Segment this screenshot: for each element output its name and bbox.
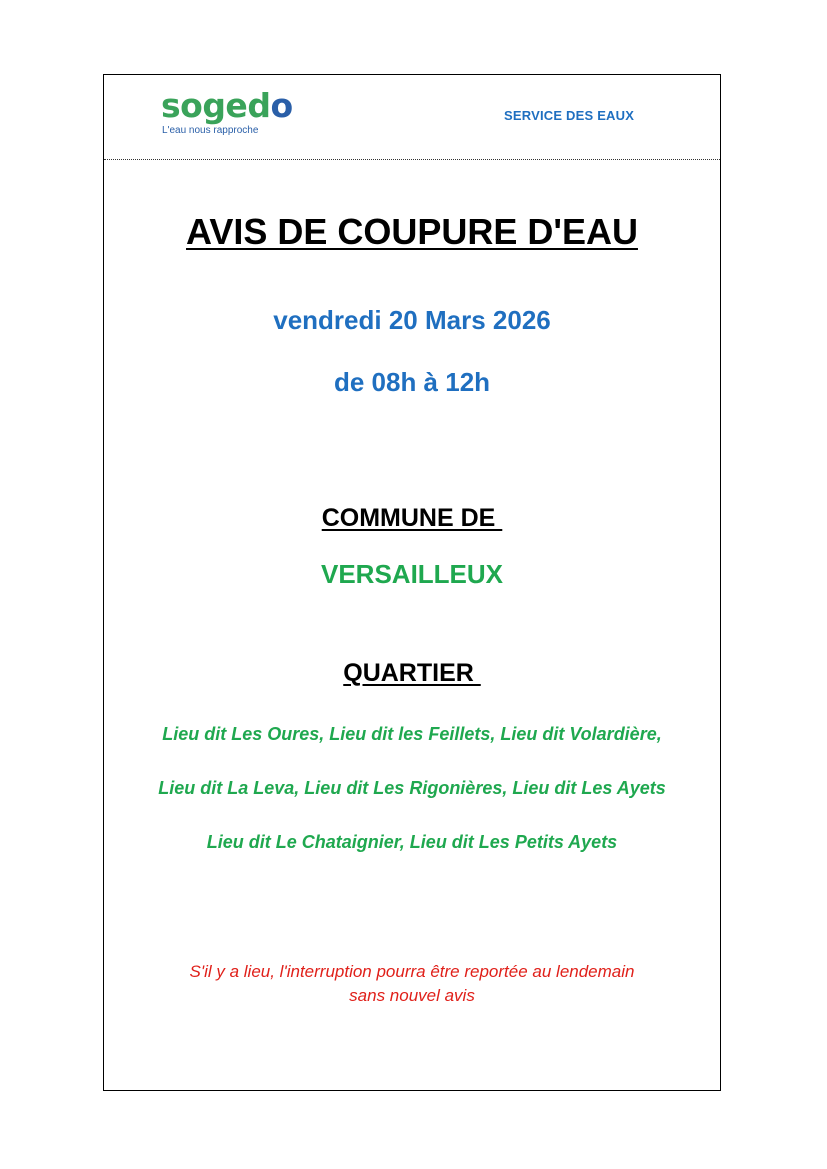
postponement-note: sans nouvel avis — [349, 986, 475, 1005]
logo-wordmark: sogedo — [161, 86, 293, 125]
postponement-note: S'il y a lieu, l'interruption pourra être reportée au lendemain — [189, 962, 635, 981]
notice-frame — [103, 74, 721, 1091]
cut-hours: de 08h à 12h — [333, 367, 491, 397]
commune-heading-text: COMMUNE DE — [321, 504, 503, 532]
commune-heading — [104, 504, 720, 533]
header-divider — [104, 159, 720, 160]
location-line: Lieu dit Le Chataignier, Lieu dit Les Petits Ayets — [206, 832, 618, 852]
quartier-heading-text: QUARTIER — [343, 659, 481, 687]
location-line: Lieu dit Les Oures, Lieu dit les Feillets, Lieu dit Volardière, — [162, 724, 662, 744]
quartier-heading — [104, 659, 720, 688]
logo-tagline: L'eau nous rapproche — [162, 125, 259, 136]
commune-name: VERSAILLEUX — [320, 559, 504, 589]
service-label: SERVICE DES EAUX — [504, 108, 635, 123]
cut-date: vendredi 20 Mars 2026 — [273, 305, 551, 335]
notice-title-text: AVIS DE COUPURE D'EAU — [186, 211, 638, 252]
notice-title — [104, 211, 720, 253]
location-line: Lieu dit La Leva, Lieu dit Les Rigonières, Lieu dit Les Ayets — [158, 778, 666, 798]
sogedo-logo — [161, 87, 293, 136]
